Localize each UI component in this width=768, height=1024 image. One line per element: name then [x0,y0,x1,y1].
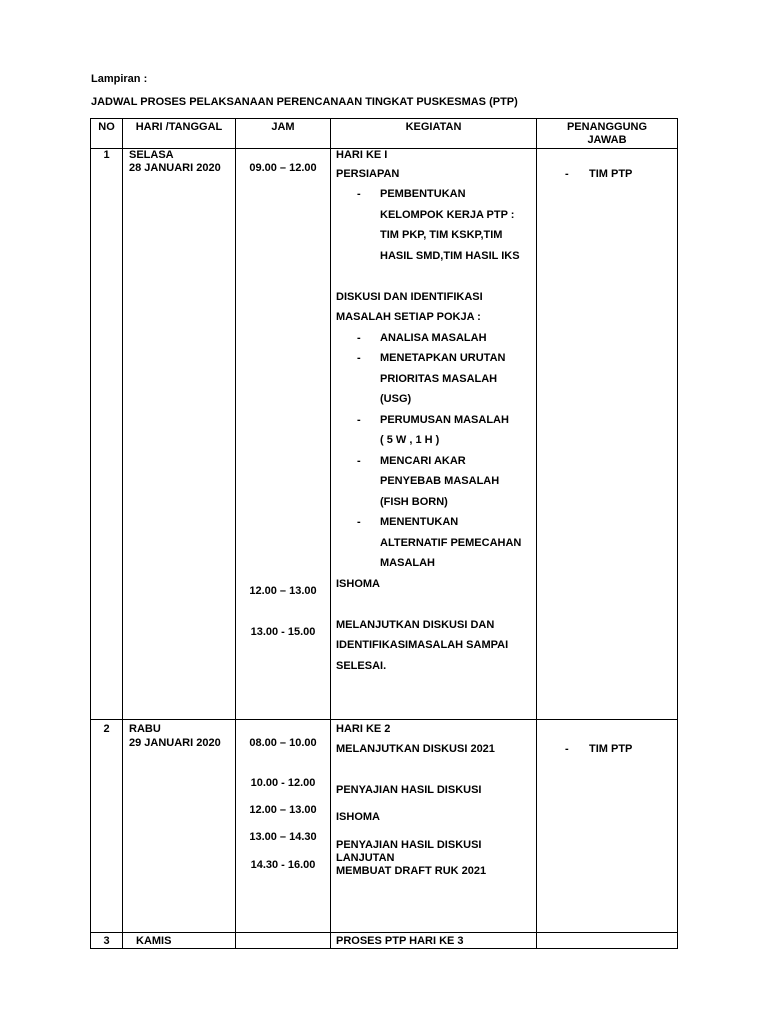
row1-time-3: 13.00 - 15.00 [250,626,316,638]
row1-menetapkan-1: MENETAPKAN URUTAN [380,352,506,364]
bullet: - [357,455,361,467]
row2-day: RABU [129,723,161,735]
bullet: - [357,414,361,426]
row1-perumusan-2: ( 5 W , 1 H ) [380,434,440,446]
col-divider-4 [536,118,537,949]
row1-diskusi-1: DISKUSI DAN IDENTIFIKASI [336,291,483,303]
row1-melanjutkan-2: IDENTIFIKASIMASALAH SAMPAI [336,639,509,651]
row2-penyajian-lanjutan-2: LANJUTAN [336,852,395,864]
row1-menentukan-2: ALTERNATIF PEMECAHAN [380,537,522,549]
row2-no: 2 [103,723,110,735]
document-title: JADWAL PROSES PELAKSANAAN PERENCANAAN TINGKAT PUSKESMAS (PTP) [91,96,518,108]
row2-penyajian-lanjutan-1: PENYAJIAN HASIL DISKUSI [336,839,482,851]
table-border-right [677,118,678,949]
row2-penyajian: PENYAJIAN HASIL DISKUSI [336,784,482,796]
row1-time-2: 12.00 – 13.00 [249,585,317,597]
header-day-date: HARI /TANGGAL [135,121,223,133]
header-time: JAM [271,121,295,133]
row1-menentukan-3: MASALAH [380,557,435,569]
row1-diskusi-2: MASALAH SETIAP POKJA : [336,311,481,323]
bullet: - [357,332,361,344]
row1-time-1: 09.00 – 12.00 [249,162,317,174]
row1-date: 28 JANUARI 2020 [129,162,221,174]
row-separator-1 [90,719,678,720]
row1-no: 1 [103,149,110,161]
row2-date: 29 JANUARI 2020 [129,737,221,749]
col-divider-1 [122,118,123,949]
row1-day-label: HARI KE I [336,149,388,161]
row2-day-label: HARI KE 2 [336,723,391,735]
row2-melanjutkan: MELANJUTKAN DISKUSI 2021 [336,743,495,755]
row2-time-5: 14.30 - 16.00 [250,859,316,871]
row1-pembentukan-3: TIM PKP, TIM KSKP,TIM [380,229,503,241]
row1-perumusan-1: PERUMUSAN MASALAH [380,414,509,426]
row1-melanjutkan-3: SELESAI. [336,660,387,672]
row-separator-2 [90,932,678,933]
row1-melanjutkan-1: MELANJUTKAN DISKUSI DAN [336,619,495,631]
table-border-left [90,118,91,949]
row2-draft: MEMBUAT DRAFT RUK 2021 [336,865,487,877]
row1-menentukan-1: MENENTUKAN [380,516,459,528]
header-responsible-line2: JAWAB [587,134,627,146]
row1-analisa: ANALISA MASALAH [380,332,487,344]
row1-day: SELASA [129,149,174,161]
col-divider-2 [235,118,236,949]
bullet: - [565,168,569,180]
row1-mencari-3: (FISH BORN) [380,496,448,508]
row1-menetapkan-2: PRIORITAS MASALAH [380,373,498,385]
row2-ishoma: ISHOMA [336,811,380,823]
header-responsible-line1: PENANGGUNG [566,121,648,133]
row3-no: 3 [103,935,110,947]
row2-time-4: 13.00 – 14.30 [249,831,317,843]
row1-ishoma: ISHOMA [336,578,380,590]
bullet: - [357,352,361,364]
header-no: NO [98,121,115,133]
row3-day: KAMIS [136,935,172,947]
bullet: - [357,516,361,528]
row1-pembentukan-4: HASIL SMD,TIM HASIL IKS [380,250,520,262]
table-border-bottom [90,948,678,949]
row1-mencari-2: PENYEBAB MASALAH [380,475,500,487]
row2-time-1: 08.00 – 10.00 [249,737,317,749]
row1-persiapan: PERSIAPAN [336,168,400,180]
row2-responsible: TIM PTP [589,743,633,755]
attachment-label: Lampiran : [91,73,148,85]
header-activity: KEGIATAN [405,121,462,133]
row1-mencari-1: MENCARI AKAR [380,455,466,467]
table-border-top [90,118,678,119]
row1-responsible: TIM PTP [589,168,633,180]
col-divider-3 [330,118,331,949]
row2-time-2: 10.00 - 12.00 [250,777,316,789]
row1-menetapkan-3: (USG) [380,393,412,405]
row2-time-3: 12.00 – 13.00 [249,804,317,816]
row3-activity: PROSES PTP HARI KE 3 [336,935,464,947]
row1-pembentukan-1: PEMBENTUKAN [380,188,466,200]
row1-pembentukan-2: KELOMPOK KERJA PTP : [380,209,515,221]
bullet: - [565,743,569,755]
bullet: - [357,188,361,200]
